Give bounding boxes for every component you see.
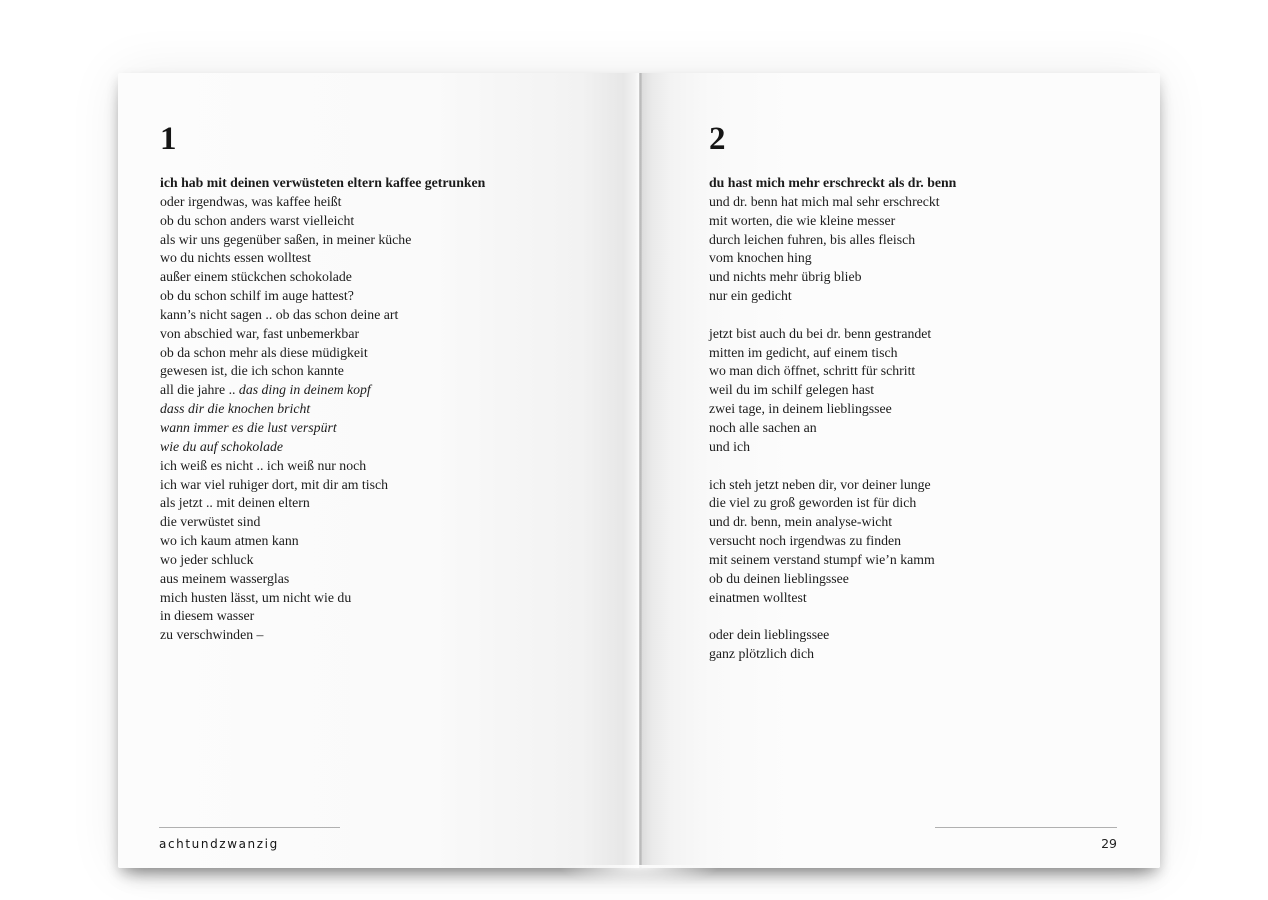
poem-text: ob du schon schilf im auge hattest? <box>160 288 354 304</box>
poem-left <box>160 174 485 645</box>
stanza <box>709 626 956 664</box>
poem-text: du hast mich mehr erschreckt als dr. benn <box>709 175 957 190</box>
footer-rule-left <box>159 827 340 828</box>
page-left <box>118 73 639 868</box>
poem-line <box>160 626 485 645</box>
poem-line <box>709 249 956 268</box>
poem-text: zwei tage, in deinem lieblingssee <box>709 401 892 417</box>
poem-text: die viel zu groß geworden ist für dich <box>709 495 917 511</box>
poem-text: aus meinem wasserglas <box>160 570 290 586</box>
poem-text: zu verschwinden – <box>160 627 264 643</box>
poem-text: jetzt bist auch du bei dr. benn gestrandet <box>709 325 932 341</box>
poem-text: mit worten, die wie kleine messer <box>709 212 896 228</box>
poem-text: vom knochen hing <box>709 250 812 266</box>
poem-line <box>160 231 485 250</box>
poem-line <box>709 344 956 363</box>
poem-right <box>709 174 956 664</box>
poem-text-italic: das ding in deinem kopf <box>238 382 371 398</box>
poem-line <box>709 626 956 645</box>
poem-text: oder irgendwas, was kaffee heißt <box>160 193 342 209</box>
poem-line <box>709 381 956 400</box>
poem-line <box>160 457 485 476</box>
poem-line <box>160 174 485 193</box>
poem-line <box>160 476 485 495</box>
poem-line <box>160 589 485 608</box>
poem-line <box>709 476 956 495</box>
poem-text: mich husten lässt, um nicht wie du <box>160 589 352 605</box>
poem-line <box>160 400 485 419</box>
poem-text: ob du deinen lieblingssee <box>709 570 849 586</box>
poem-text-italic: wie du auf schokolade <box>160 438 283 454</box>
poem-text: und nichts mehr übrig blieb <box>709 269 862 285</box>
poem-line <box>709 438 956 457</box>
poem-text: weil du im schilf gelegen hast <box>709 382 875 398</box>
poem-text: und dr. benn, mein analyse-wicht <box>709 514 893 530</box>
poem-text: ich hab mit deinen verwüsteten eltern kaffee getrunken <box>160 175 486 190</box>
poem-line <box>709 268 956 287</box>
stanza <box>709 174 956 306</box>
poem-line <box>709 325 956 344</box>
poem-line <box>160 551 485 570</box>
poem-line <box>709 212 956 231</box>
poem-line <box>160 532 485 551</box>
poem-text: kann’s nicht sagen .. ob das schon deine art <box>160 306 399 322</box>
poem-text: wo jeder schluck <box>160 551 254 567</box>
poem-line <box>709 400 956 419</box>
page-number: 29 <box>1101 836 1117 851</box>
poem-line <box>160 287 485 306</box>
poem-text: wo man dich öffnet, schritt für schritt <box>709 363 916 379</box>
poem-text: und ich <box>709 438 750 454</box>
poem-text: wo ich kaum atmen kann <box>160 533 299 549</box>
poem-line <box>709 494 956 513</box>
poem-line <box>709 231 956 250</box>
poem-text: all die jahre .. <box>160 382 239 398</box>
poem-line <box>160 381 485 400</box>
poem-text-italic: wann immer es die lust verspürt <box>160 419 337 435</box>
footer-rule-right <box>935 827 1117 828</box>
poem-text: oder dein lieblingssee <box>709 627 830 643</box>
poem-line <box>709 513 956 532</box>
poem-line <box>160 306 485 325</box>
poem-line <box>160 494 485 513</box>
poem-text: mit seinem verstand stumpf wie’n kamm <box>709 551 935 567</box>
poem-text: als jetzt .. mit deinen eltern <box>160 495 310 511</box>
poem-line <box>709 645 956 664</box>
poem-text: ganz plötzlich dich <box>709 646 814 662</box>
poem-text: einatmen wolltest <box>709 589 807 605</box>
poem-text: in diesem wasser <box>160 608 255 624</box>
stanza <box>160 174 485 645</box>
section-number-right: 2 <box>709 121 726 157</box>
poem-text: die verwüstet sind <box>160 514 261 530</box>
poem-line <box>709 532 956 551</box>
poem-line <box>709 551 956 570</box>
poem-line <box>709 193 956 212</box>
poem-line <box>160 249 485 268</box>
poem-line <box>160 193 485 212</box>
poem-line <box>709 589 956 608</box>
poem-text: gewesen ist, die ich schon kannte <box>160 363 344 379</box>
stanza <box>709 325 956 457</box>
footer-label: achtundzwanzig <box>159 837 279 851</box>
poem-text: ich war viel ruhiger dort, mit dir am tisch <box>160 476 388 492</box>
poem-text: wo du nichts essen wolltest <box>160 250 311 266</box>
poem-text: noch alle sachen an <box>709 419 817 435</box>
poem-line <box>160 212 485 231</box>
poem-text: ob du schon anders warst vielleicht <box>160 212 355 228</box>
poem-text: versucht noch irgendwas zu finden <box>709 533 902 549</box>
poem-text: und dr. benn hat mich mal sehr erschreckt <box>709 193 940 209</box>
poem-text: durch leichen fuhren, bis alles fleisch <box>709 231 916 247</box>
poem-text: als wir uns gegenüber saßen, in meiner küche <box>160 231 412 247</box>
poem-line <box>709 174 956 193</box>
poem-line <box>709 570 956 589</box>
poem-line <box>709 362 956 381</box>
poem-line <box>160 438 485 457</box>
poem-text: außer einem stückchen schokolade <box>160 269 352 285</box>
poem-line <box>160 325 485 344</box>
poem-text: nur ein gedicht <box>709 288 792 304</box>
poem-text: ich steh jetzt neben dir, vor deiner lunge <box>709 476 931 492</box>
poem-text-italic: dass dir die knochen bricht <box>160 401 311 417</box>
book-spread <box>118 73 1160 868</box>
poem-text: ob da schon mehr als diese müdigkeit <box>160 344 368 360</box>
section-number-left: 1 <box>160 121 177 157</box>
poem-line <box>160 344 485 363</box>
page-right <box>642 73 1160 868</box>
poem-line <box>160 419 485 438</box>
poem-line <box>160 362 485 381</box>
poem-line <box>160 268 485 287</box>
poem-line <box>709 287 956 306</box>
stanza <box>709 476 956 608</box>
poem-line <box>160 513 485 532</box>
spine-light-highlight <box>524 865 754 897</box>
poem-line <box>709 419 956 438</box>
poem-text: von abschied war, fast unbemerkbar <box>160 325 360 341</box>
poem-text: ich weiß es nicht .. ich weiß nur noch <box>160 457 367 473</box>
poem-text: mitten im gedicht, auf einem tisch <box>709 344 898 360</box>
poem-line <box>160 570 485 589</box>
poem-line <box>160 607 485 626</box>
